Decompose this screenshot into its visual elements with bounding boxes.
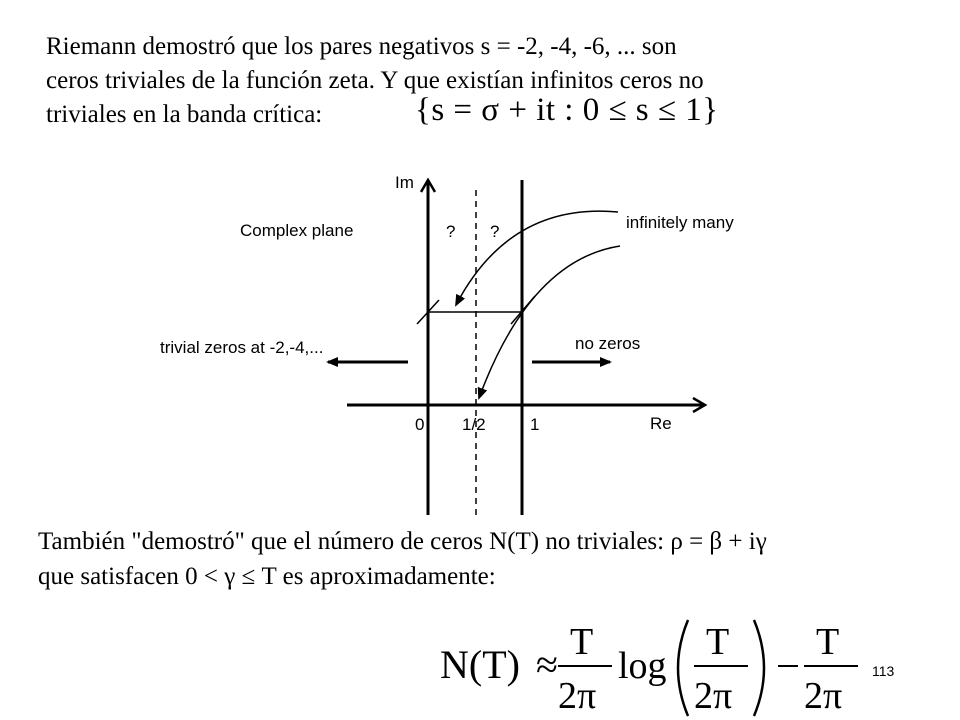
fraction3-denominator: 2π [804, 675, 843, 717]
paragraph1-line2: ceros triviales de la función zeta. Y que existían infinitos ceros no [46, 67, 704, 94]
paragraph1-line3: triviales en la banda crítica: [46, 101, 323, 128]
curved-arrow-lower [479, 246, 620, 398]
paren-left [678, 620, 688, 716]
question-mark-right: ? [490, 222, 500, 241]
zero-counting-formula [440, 616, 860, 720]
formula-log: log [618, 645, 667, 687]
critical-strip-equation: {s = σ + it : 0 ≤ s ≤ 1} [415, 92, 719, 128]
formula-lhs: N(T) [440, 642, 520, 687]
tick-label-0: 0 [415, 415, 425, 434]
label-infinitely-many: infinitely many [626, 213, 734, 232]
formula-approx-sign: ≈ [536, 642, 558, 687]
fraction2-denominator: 2π [694, 675, 733, 717]
label-complex-plane: Complex plane [240, 221, 354, 240]
paragraph2-line2: que satisfacen 0 < γ ≤ T es aproximadamente: [38, 563, 496, 590]
paragraph2-line1: También "demostró" que el número de ceros N(T) no triviales: ρ = β + iγ [38, 528, 767, 555]
paragraph1-line1: Riemann demostró que los pares negativos s = -2, -4, -6, ... son [46, 33, 677, 60]
fraction3-numerator: T [816, 621, 840, 663]
label-trivial-zeros: trivial zeros at -2,-4,... [160, 338, 324, 357]
complex-plane-diagram [140, 160, 740, 515]
label-no-zeros: no zeros [575, 334, 641, 353]
tick-label-1: 1 [530, 415, 540, 434]
fraction1-numerator: T [570, 621, 594, 663]
paren-right [754, 620, 764, 716]
curved-arrow-upper [456, 211, 618, 305]
page-number: 113 [872, 663, 895, 679]
question-mark-left: ? [446, 222, 456, 241]
axis-label-im: Im [395, 173, 414, 192]
fraction2-numerator: T [706, 621, 730, 663]
fraction1-denominator: 2π [558, 675, 597, 717]
axis-label-re: Re [650, 414, 672, 433]
tick-label-half: 1/2 [462, 415, 486, 434]
